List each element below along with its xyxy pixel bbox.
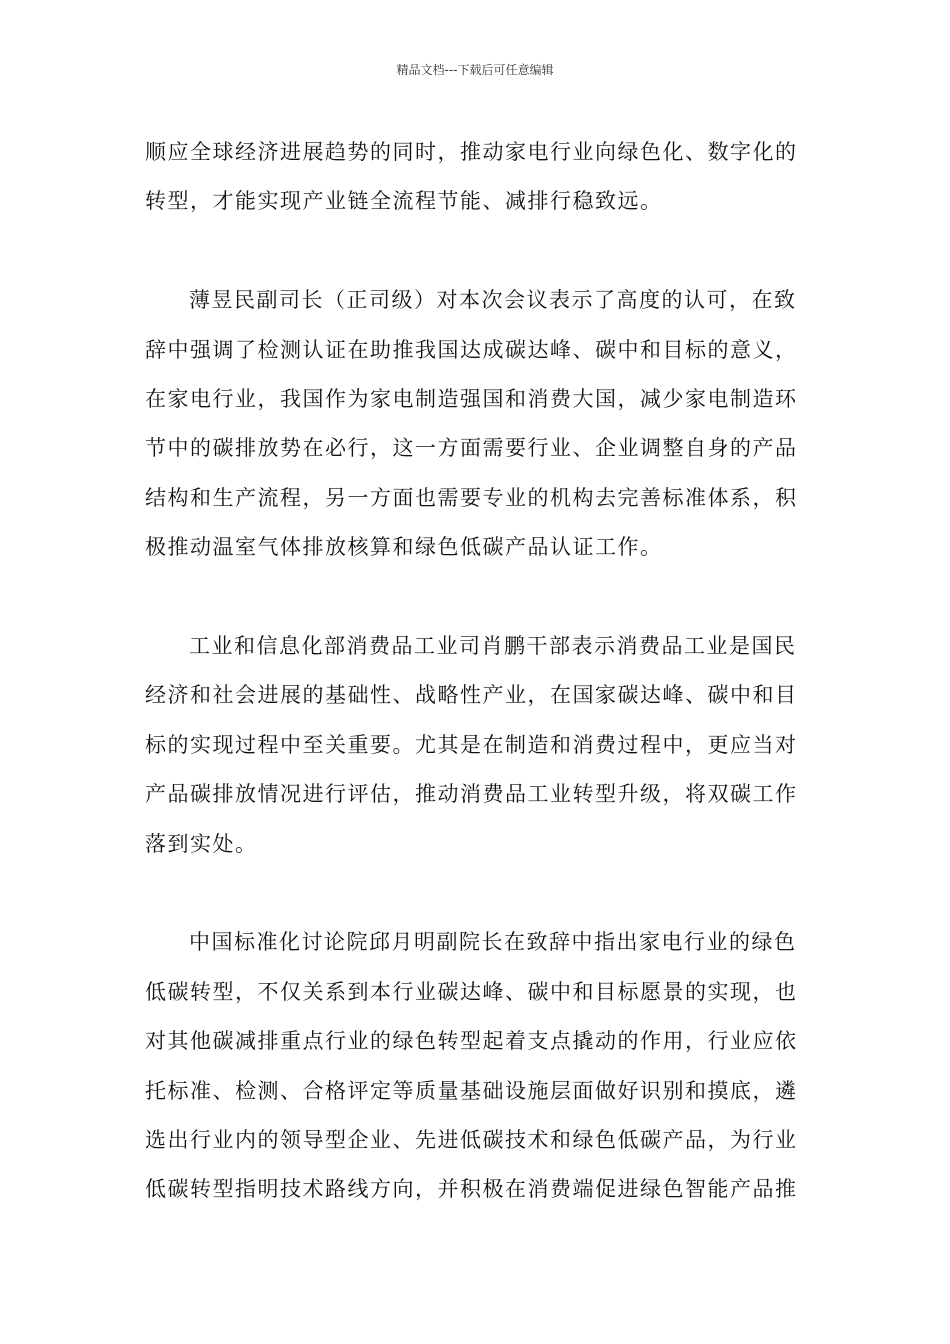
document-body xyxy=(145,128,807,1215)
paragraph-line: 薄昱民副司长（正司级）对本次会议表示了高度的认可，在致 xyxy=(189,288,797,313)
paragraph-line: 结构和生产流程，另一方面也需要专业的机构去完善标准体系，积 xyxy=(145,485,798,510)
paragraph-line: 托标准、检测、合格评定等质量基础设施层面做好识别和摸底，遴 xyxy=(145,1078,798,1103)
paragraph-line: 在家电行业，我国作为家电制造强国和消费大国，减少家电制造环 xyxy=(145,387,798,412)
paragraph-line: 低碳转型指明技术路线方向，并积极在消费端促进绿色智能产品推 xyxy=(145,1177,798,1202)
paragraph-line: 落到实处。 xyxy=(145,831,258,856)
paragraph-line: 节中的碳排放势在必行，这一方面需要行业、企业调整自身的产品 xyxy=(145,436,798,461)
paragraph-line: 经济和社会进展的基础性、战略性产业，在国家碳达峰、碳中和目 xyxy=(145,683,798,708)
paragraph-line: 极推动温室气体排放核算和绿色低碳产品认证工作。 xyxy=(145,535,663,560)
paragraph-2 xyxy=(145,276,807,572)
paragraph-line: 顺应全球经济进展趋势的同时，推动家电行业向绿色化、数字化的 xyxy=(145,140,798,164)
paragraph-line: 低碳转型，不仅关系到本行业碳达峰、碳中和目标愿景的实现，也 xyxy=(145,979,798,1004)
paragraph-line: 中国标准化讨论院邱月明副院长在致辞中指出家电行业的绿色 xyxy=(189,930,797,955)
paragraph-line: 产品碳排放情况进行评估，推动消费品工业转型升级，将双碳工作 xyxy=(145,782,798,807)
paragraph-line: 工业和信息化部消费品工业司肖鹏干部表示消费品工业是国民 xyxy=(189,634,797,659)
paragraph-1 xyxy=(145,128,807,227)
paragraph-line: 标的实现过程中至关重要。尤其是在制造和消费过程中，更应当对 xyxy=(145,732,798,757)
paragraph-line: 选出行业内的领导型企业、先进低碳技术和绿色低碳产品，为行业 xyxy=(145,1128,798,1153)
page-header: 精品文档---下载后可任意编辑 xyxy=(396,63,554,77)
paragraph-4 xyxy=(145,918,807,1214)
paragraph-line: 辞中强调了检测认证在助推我国达成碳达峰、碳中和目标的意义， xyxy=(145,337,798,362)
paragraph-line: 转型，才能实现产业链全流程节能、减排行稳致远。 xyxy=(145,189,663,214)
paragraph-line: 对其他碳减排重点行业的绿色转型起着支点撬动的作用，行业应依 xyxy=(145,1029,798,1054)
paragraph-3 xyxy=(145,622,807,869)
